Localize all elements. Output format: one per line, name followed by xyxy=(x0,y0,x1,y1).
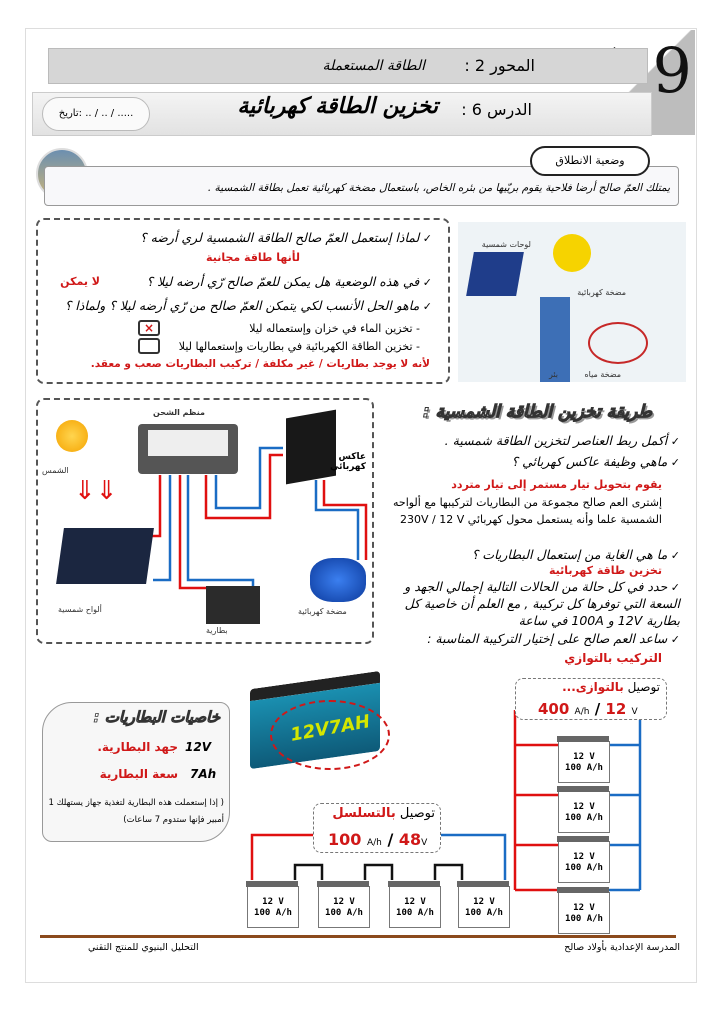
parallel-separator: / xyxy=(594,700,601,718)
answer-1: لأنها طاقة مجانية xyxy=(206,251,300,264)
question-2: ✓ في هذه الوضعية هل يمكن للعمّ صالح رّي أرضه ليلا ؟ xyxy=(146,272,432,291)
label-pump: مضخة كهربائية xyxy=(298,607,347,616)
label-well: بئر xyxy=(548,370,558,379)
option-2: - تخزين الطاقة الكهربائية في بطاريات وإستعمالها ليلا xyxy=(178,340,420,353)
option-1: - تخزين الماء في خزان وإستعماله ليلا xyxy=(249,322,420,335)
battery-voltage: 12 V xyxy=(573,752,595,762)
charge-regulator-icon xyxy=(138,424,238,474)
battery-voltage: 12 V xyxy=(333,897,355,907)
battery-voltage: 12 V xyxy=(262,897,284,907)
axis-label: المحور 2 : xyxy=(464,56,535,75)
question-3: ✓ ماهو الحل الأنسب لكي يتمكن العمّ صالح من رّي أرضه ليلا ؟ ولماذا ؟ xyxy=(65,296,432,315)
battery-capacity: 100 A/h xyxy=(565,914,603,924)
battery-capacity: 100 A/h xyxy=(565,813,603,823)
section2-a5: التركيب بالتوازي xyxy=(564,651,662,665)
label-regulator: منظم الشحن xyxy=(153,408,205,417)
label-pump: مضخة كهربائية xyxy=(577,288,626,297)
battery-capacity: 100 A/h xyxy=(465,908,503,918)
section2-q2: ✓ ماهي وظيفة عاكس كهربائي ؟ xyxy=(512,452,681,471)
series-voltage: 48 xyxy=(398,830,422,849)
series-connection-label: توصيل xyxy=(399,806,435,821)
label-panels: ألواح شمسية xyxy=(58,605,102,614)
battery-voltage: 12 V xyxy=(473,897,495,907)
parallel-voltage: 12 xyxy=(605,700,627,718)
series-type: بالتسلسل xyxy=(332,806,396,821)
battery-voltage: 12 V xyxy=(404,897,426,907)
parallel-cap-unit: A/h xyxy=(574,707,590,717)
battery-photo-label: 12V7AH xyxy=(288,711,372,746)
series-separator: / xyxy=(387,830,394,849)
section2-q5: ✓ ساعد العم صالح على إختيار التركيبة المناسبة : xyxy=(427,630,680,648)
battery-note: ( إذا إستعملت هذه البطارية لتغذية جهاز يستهلك 1 أمبير فإنها ستدوم 7 ساعات) xyxy=(48,798,224,825)
series-label xyxy=(332,806,435,821)
series-battery-2 xyxy=(318,886,370,928)
label-inverter: عاكس كهربائي xyxy=(329,452,366,472)
inverter-icon xyxy=(286,410,336,485)
pump-highlight xyxy=(588,322,648,364)
footer-topic: التحليل البنيوي للمنتج التقني xyxy=(88,942,199,953)
parallel-capacity: 400 xyxy=(538,700,570,718)
parallel-type: بالتوازى... xyxy=(562,680,624,694)
voltage-label: جهد البطارية. xyxy=(97,740,178,754)
footer-school: المدرسة الإعدادية بأولاد صالح xyxy=(564,942,680,953)
sun-arrows-icon: ⇓⇓ xyxy=(74,476,118,506)
battery-voltage: 12 V xyxy=(573,802,595,812)
section2-q4: ✓ حدد في كل حالة من الحالات التالية إجمالي الجهد و السعة التي توفرها كل تركيبة , مع العلم أن خاصية كل بطارية 12V و 100A في ساعة xyxy=(390,579,680,630)
series-battery-3 xyxy=(389,886,441,928)
series-battery-4 xyxy=(458,886,510,928)
label-panels: لوحات شمسية xyxy=(481,240,531,249)
battery-capacity: 100 A/h xyxy=(254,908,292,918)
label-water: مضخة مياه xyxy=(584,370,621,379)
sun-icon xyxy=(56,420,88,452)
section2-p1: إشترى العم صالح مجموعة من البطاريات لتركيبها مع ألواحه الشمسية علما وأنه يستعمل محول كهربائي 230V / 12 V xyxy=(393,496,662,527)
series-battery-1 xyxy=(247,886,299,928)
section2-a3: تخزين طاقة كهربائية xyxy=(548,564,662,577)
parallel-battery-2 xyxy=(558,791,610,833)
series-capacity: 100 xyxy=(328,830,362,849)
parallel-connection-label: توصيل xyxy=(627,680,660,694)
battery-capacity: 100 A/h xyxy=(565,863,603,873)
axis-title: الطاقة المستعملة xyxy=(322,58,425,74)
parallel-v-unit: V xyxy=(631,707,638,717)
battery-voltage: 12 V xyxy=(573,852,595,862)
series-v-unit: V xyxy=(421,838,428,848)
pump-illustration xyxy=(458,222,686,382)
solar-panel-icon xyxy=(466,252,524,296)
intro-text: يمتلك العمّ صالح أرضا فلاحية يقوم بريّيها من بئره الخاص، باستعمال مضخة كهربائية تعمل بطاقة الشمسية . xyxy=(207,182,670,194)
battery-capacity: 100 A/h xyxy=(565,763,603,773)
battery-capacity: 100 A/h xyxy=(325,908,363,918)
solar-panel-icon xyxy=(56,528,154,584)
battery-icon xyxy=(206,586,260,624)
question-1: ✓ لماذا إستعمل العمّ صالح الطاقة الشمسية لري أرضه ؟ xyxy=(140,228,432,247)
battery-props-title: خاصيات البطاريات : xyxy=(93,708,220,726)
lesson-title: تخزين الطاقة كهربائية xyxy=(237,94,438,119)
label-sun: الشمس xyxy=(42,466,69,475)
parallel-battery-3 xyxy=(558,841,610,883)
battery-voltage: 12 V xyxy=(573,903,595,913)
series-cap-unit: A/h xyxy=(366,838,382,848)
label-battery: بطارية xyxy=(206,626,228,635)
option-1-checkbox[interactable]: × xyxy=(138,320,160,336)
section2-title: طريقة تخزين الطاقة الشمسية : xyxy=(422,402,652,422)
voltage-value: 12V xyxy=(185,740,211,754)
footer-divider xyxy=(40,935,676,938)
capacity-label: سعة البطارية xyxy=(99,767,178,781)
section2-a2: يقوم بتحويل تيار مستمر إلى تيار متردد xyxy=(451,478,662,491)
pump-icon xyxy=(310,558,366,602)
parallel-battery-4 xyxy=(558,892,610,934)
date-field[interactable]: تاريخ: .. / .. / ..... xyxy=(42,97,150,131)
intro-tab: وضعية الانطلاق xyxy=(530,146,650,176)
lesson-label: الدرس 6 : xyxy=(461,100,532,119)
capacity-value: 7Ah xyxy=(190,767,217,781)
battery-capacity: 100 A/h xyxy=(396,908,434,918)
section2-q3: ✓ ما هي الغاية من إستعمال البطاريات ؟ xyxy=(472,546,680,564)
option-2-checkbox[interactable] xyxy=(138,338,160,354)
series-values xyxy=(328,830,427,849)
parallel-battery-1 xyxy=(558,741,610,783)
parallel-label xyxy=(562,680,660,694)
answer-2: لا يمكن xyxy=(60,275,100,288)
wiring-diagram xyxy=(36,398,374,644)
sun-icon xyxy=(553,234,591,272)
grade-number: 9 xyxy=(652,34,692,107)
answer-3: لأنه لا يوجد بطاريات / غير مكلفة / تركيب البطاريات صعب و معقد. xyxy=(90,358,430,370)
parallel-values xyxy=(538,700,638,718)
section2-q1: ✓ أكمل ربط العناصر لتخزين الطاقة شمسية . xyxy=(445,431,680,450)
